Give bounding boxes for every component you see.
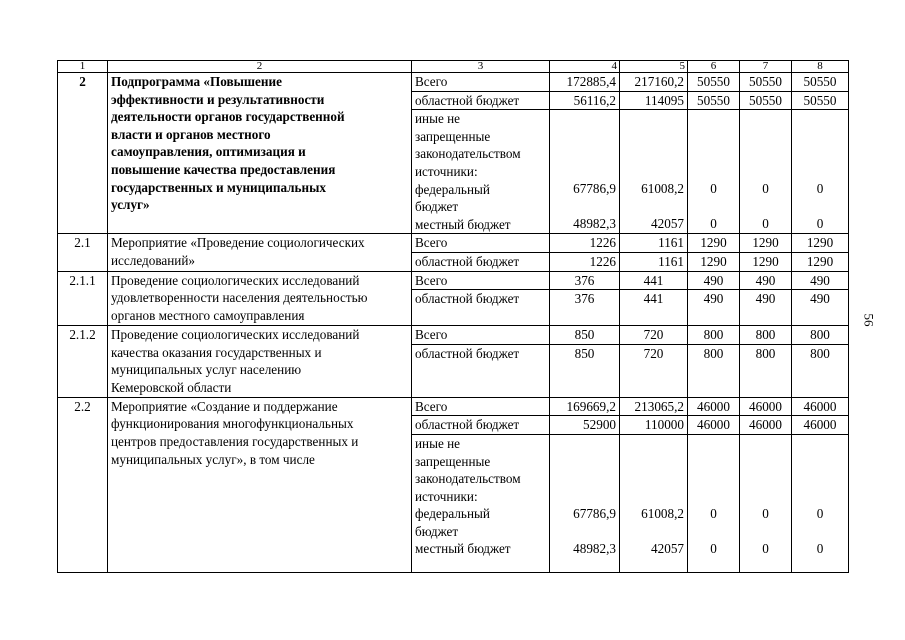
value-cell: 720 xyxy=(620,344,688,397)
label-line: иные не xyxy=(415,111,461,127)
title-line: муниципальных услуг населению xyxy=(111,362,302,378)
value-cell: 1161 xyxy=(620,252,688,271)
section-number: 2.1.1 xyxy=(58,271,108,326)
value-cell: 490 xyxy=(792,271,849,290)
section-title xyxy=(108,73,412,234)
table-row xyxy=(58,397,849,416)
value-cell: 376 xyxy=(550,290,620,326)
source-label: Всего xyxy=(412,73,550,92)
value-cell: 67786,9 48982,3 xyxy=(550,434,620,572)
value-cell: 217160,2 xyxy=(620,73,688,92)
value-cell: 1290 xyxy=(688,252,740,271)
value-cell: 490 xyxy=(688,290,740,326)
column-number: 1 xyxy=(58,61,108,73)
title-line: муниципальных услуг», в том числе xyxy=(111,451,315,467)
value-cell: 800 xyxy=(740,326,792,345)
label-line: федеральный xyxy=(415,506,490,522)
table-row xyxy=(58,73,849,92)
value-cell: 1290 xyxy=(792,252,849,271)
source-label xyxy=(412,434,550,572)
section-number: 2.1.2 xyxy=(58,326,108,398)
budget-table xyxy=(57,60,849,573)
value-cell: 0 0 xyxy=(792,110,849,234)
label-line: бюджет xyxy=(415,523,459,539)
title-line: функционирования многофункциональных xyxy=(111,416,354,432)
value-cell: 850 xyxy=(550,326,620,345)
column-number: 7 xyxy=(740,61,792,73)
title-line: качества оказания государственных и xyxy=(111,344,322,360)
value-cell: 50550 xyxy=(792,73,849,92)
source-label: областной бюджет xyxy=(412,416,550,435)
value-cell: 490 xyxy=(792,290,849,326)
value-cell: 1290 xyxy=(740,252,792,271)
value-cell: 46000 xyxy=(688,416,740,435)
source-label: областной бюджет xyxy=(412,252,550,271)
label-line: законодательством xyxy=(415,471,521,487)
value-cell: 114095 xyxy=(620,91,688,110)
value-cell: 441 xyxy=(620,290,688,326)
title-line: самоуправления, оптимизация и xyxy=(111,144,306,160)
value-cell: 46000 xyxy=(740,397,792,416)
title-line: Проведение социологических исследований xyxy=(111,327,360,343)
column-number: 4 xyxy=(550,61,620,73)
value-cell: 46000 xyxy=(792,397,849,416)
title-line: Мероприятие «Создание и поддержание xyxy=(111,398,338,414)
value-cell: 850 xyxy=(550,344,620,397)
value-cell: 1290 xyxy=(792,234,849,253)
title-line: государственных и муниципальных xyxy=(111,179,327,195)
value-cell: 720 xyxy=(620,326,688,345)
value-cell: 1290 xyxy=(740,234,792,253)
column-number: 2 xyxy=(108,61,412,73)
title-line: повышение качества предоставления xyxy=(111,161,336,177)
title-line: эффективности и результативности xyxy=(111,91,325,107)
section-title xyxy=(108,397,412,572)
value-cell: 50550 xyxy=(792,91,849,110)
value-cell: 50550 xyxy=(740,73,792,92)
section-number: 2.1 xyxy=(58,234,108,271)
value-cell: 800 xyxy=(740,344,792,397)
label-line: источники: xyxy=(415,488,478,504)
value-cell: 169669,2 xyxy=(550,397,620,416)
label-line: федеральный xyxy=(415,181,490,197)
section-number: 2 xyxy=(58,73,108,234)
value-cell: 46000 xyxy=(740,416,792,435)
value-cell: 490 xyxy=(688,271,740,290)
value-cell: 376 xyxy=(550,271,620,290)
value-cell: 56116,2 xyxy=(550,91,620,110)
label-line: бюджет xyxy=(415,199,459,215)
label-line: законодательством xyxy=(415,146,521,162)
column-number: 5 xyxy=(620,61,688,73)
label-line: местный бюджет xyxy=(415,216,511,232)
value-cell: 0 0 xyxy=(740,110,792,234)
title-line: услуг» xyxy=(111,197,150,213)
table-row xyxy=(58,271,849,290)
source-label: Всего xyxy=(412,326,550,345)
title-line: удовлетворенности населения деятельностью xyxy=(111,290,368,306)
value-cell: 1226 xyxy=(550,252,620,271)
value-cell: 50550 xyxy=(688,73,740,92)
value-cell: 61008,2 42057 xyxy=(620,110,688,234)
source-label xyxy=(412,110,550,234)
value-cell: 1161 xyxy=(620,234,688,253)
table-row xyxy=(58,234,849,253)
title-line: органов местного самоуправления xyxy=(111,307,305,323)
title-line: Проведение социологических исследований xyxy=(111,272,360,288)
value-cell: 46000 xyxy=(792,416,849,435)
title-line: деятельности органов государственной xyxy=(111,109,345,125)
value-cell: 490 xyxy=(740,271,792,290)
label-line: запрещенные xyxy=(415,453,491,469)
source-label: Всего xyxy=(412,397,550,416)
title-line: исследований» xyxy=(111,252,195,268)
source-label: областной бюджет xyxy=(412,290,550,326)
source-label: Всего xyxy=(412,234,550,253)
value-cell: 800 xyxy=(688,344,740,397)
value-cell: 61008,2 42057 xyxy=(620,434,688,572)
page-number: 56 xyxy=(861,313,877,327)
value-cell: 490 xyxy=(740,290,792,326)
label-line: местный бюджет xyxy=(415,541,511,557)
column-number: 8 xyxy=(792,61,849,73)
column-number: 3 xyxy=(412,61,550,73)
value-cell: 0 0 xyxy=(740,434,792,572)
section-number: 2.2 xyxy=(58,397,108,572)
label-line: иные не xyxy=(415,435,461,451)
label-line: запрещенные xyxy=(415,128,491,144)
title-line: центров предоставления государственных и xyxy=(111,433,359,449)
label-line: источники: xyxy=(415,163,478,179)
value-cell: 67786,9 48982,3 xyxy=(550,110,620,234)
source-label: Всего xyxy=(412,271,550,290)
value-cell: 213065,2 xyxy=(620,397,688,416)
value-cell: 0 0 xyxy=(688,434,740,572)
title-line: Кемеровской области xyxy=(111,379,232,395)
section-title xyxy=(108,234,412,271)
title-line: Подпрограмма «Повышение xyxy=(111,74,282,89)
value-cell: 800 xyxy=(792,344,849,397)
table-row xyxy=(58,326,849,345)
column-number-row xyxy=(58,61,849,73)
value-cell: 110000 xyxy=(620,416,688,435)
value-cell: 800 xyxy=(792,326,849,345)
source-label: областной бюджет xyxy=(412,91,550,110)
title-line: власти и органов местного xyxy=(111,126,271,142)
value-cell: 0 0 xyxy=(688,110,740,234)
value-cell: 50550 xyxy=(740,91,792,110)
value-cell: 800 xyxy=(688,326,740,345)
value-cell: 172885,4 xyxy=(550,73,620,92)
value-cell: 50550 xyxy=(688,91,740,110)
value-cell: 0 0 xyxy=(792,434,849,572)
title-line: Мероприятие «Проведение социологических xyxy=(111,235,365,251)
value-cell: 1226 xyxy=(550,234,620,253)
value-cell: 46000 xyxy=(688,397,740,416)
value-cell: 1290 xyxy=(688,234,740,253)
section-title xyxy=(108,271,412,326)
column-number: 6 xyxy=(688,61,740,73)
value-cell: 441 xyxy=(620,271,688,290)
value-cell: 52900 xyxy=(550,416,620,435)
source-label: областной бюджет xyxy=(412,344,550,397)
section-title xyxy=(108,326,412,398)
